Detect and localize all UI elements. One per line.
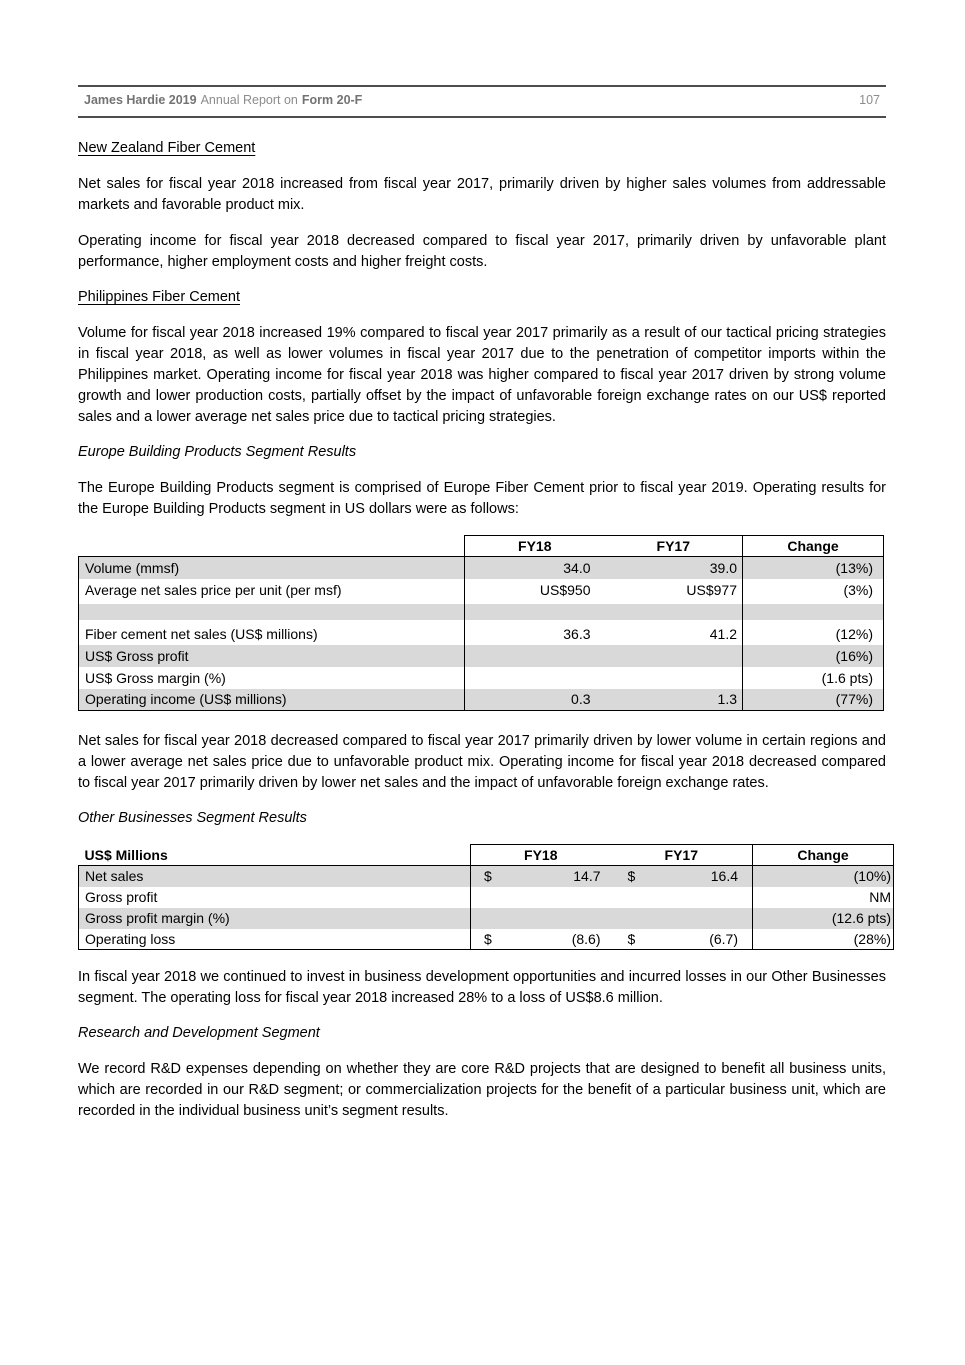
fy18-value: 34.0 <box>465 557 605 579</box>
table-row <box>79 579 884 601</box>
row-label: Operating income (US$ millions) <box>79 689 465 711</box>
fy17-value <box>611 887 753 908</box>
europe-segment-table <box>78 535 884 711</box>
table-row <box>79 645 884 667</box>
fy18-value: 36.3 <box>563 625 591 642</box>
row-label: Volume (mmsf) <box>79 557 465 579</box>
report-brand: James Hardie 2019 <box>84 93 197 107</box>
section-heading-europe: Europe Building Products Segment Results <box>78 444 357 460</box>
paragraph-philippines: Volume for fiscal year 2018 increased 19% compared to fiscal year 2017 primarily as a result of our tactical pricing strategies in fiscal year 2018, as well as lower volumes in fiscal year 2017 due to the penetration of competitor imports within the Philippines market. Operating income for fiscal year 2018 was higher compared to fiscal year 2017 driven by strong volume growth and lower production costs, partially offset by the impact of unfavorable foreign exchange rates on our US$ reported sales and a lower average net sales price due to tactical pricing strategies. <box>78 325 886 425</box>
table-row <box>79 667 884 689</box>
table-spacer-row <box>79 601 884 623</box>
column-header-fy18: FY18 <box>471 845 611 866</box>
row-label: US$ Gross profit <box>79 645 465 667</box>
fy17-value: $ (6.7) <box>611 929 753 950</box>
paragraph-europe-after-table: Net sales for fiscal year 2018 decreased compared to fiscal year 2017 primarily driven by lower volume in certain regions and a lower average net sales price due to unfavorable product mix. Operating income for fiscal year 2018 decreased compared to fiscal year 2017 primarily driven by lower net sales and the impact of unfavorable foreign exchange rates. <box>78 733 886 791</box>
fy18-value: $ (8.6) <box>471 929 611 950</box>
table-header-row <box>79 845 894 866</box>
report-title-middle: Annual Report on <box>200 93 298 107</box>
fy18-value: $ 14.7 <box>471 866 611 887</box>
row-label: Average net sales price per unit (per msf) <box>79 579 465 601</box>
report-title <box>84 93 362 108</box>
paragraph-nz-net-sales: Net sales for fiscal year 2018 increased from fiscal year 2017, primarily driven by higher sales volumes from addressable markets and favorable product mix. <box>78 176 886 213</box>
table-row <box>79 689 884 711</box>
other-businesses-table <box>78 844 894 950</box>
paragraph-europe-intro: The Europe Building Products segment is comprised of Europe Fiber Cement prior to fiscal year 2019. Operating results for the Europe Building Products segment in US dollars were as follows: <box>78 480 886 517</box>
change-value: (13%) <box>743 557 884 579</box>
fy18-value <box>465 667 605 689</box>
fy18-value <box>471 887 611 908</box>
fy18-value <box>465 645 605 667</box>
column-header-change: Change <box>743 536 884 557</box>
change-value: NM <box>753 887 894 908</box>
change-value <box>743 601 884 623</box>
table-row <box>79 557 884 579</box>
fy17-value: $ 16.4 <box>611 866 753 887</box>
fy18-value: 0.3 <box>465 689 605 711</box>
table-row <box>79 887 894 908</box>
row-label: Fiber cement net sales (US$ millions) <box>79 623 465 645</box>
paragraph-nz-operating-income: Operating income for fiscal year 2018 decreased compared to fiscal year 2017, primarily driven by unfavorable plant performance, higher employment costs and higher freight costs. <box>78 233 886 270</box>
row-label: US$ Gross margin (%) <box>79 667 465 689</box>
paragraph-rd: We record R&D expenses depending on whether they are core R&D projects that are designed to benefit all business units, which are recorded in our R&D segment; or commercialization projects for the benefit of a particular business unit, which are recorded in the individual business unit’s segment results. <box>78 1061 886 1119</box>
change-value: (12%) <box>743 623 884 645</box>
change-value: (12.6 pts) <box>753 908 894 929</box>
fy17-value <box>611 908 753 929</box>
table-header-row <box>79 536 884 557</box>
row-label: Operating loss <box>79 929 471 950</box>
fy17-value <box>605 645 743 667</box>
row-label: Net sales <box>79 866 471 887</box>
fy18-value <box>465 601 605 623</box>
row-label: Gross profit <box>79 887 471 908</box>
row-label <box>79 601 465 623</box>
fy18-value: US$950 <box>539 581 591 598</box>
section-heading-rd: Research and Development Segment <box>78 1025 320 1041</box>
table-row <box>79 623 884 645</box>
row-label: Gross profit margin (%) <box>79 908 471 929</box>
table-row <box>79 866 894 887</box>
table-row <box>79 929 894 950</box>
section-heading-new-zealand: New Zealand Fiber Cement <box>78 140 256 156</box>
change-value: (10%) <box>753 866 894 887</box>
table-title: US$ Millions <box>84 846 168 863</box>
column-header-fy17: FY17 <box>611 845 753 866</box>
currency-symbol: $ <box>484 868 492 885</box>
change-value: (28%) <box>753 929 894 950</box>
fy18-value <box>471 908 611 929</box>
page-number: 107 <box>859 93 880 107</box>
report-form: Form 20-F <box>301 93 363 107</box>
page-header <box>78 85 886 118</box>
paragraph-other-after-table: In fiscal year 2018 we continued to invest in business development opportunities and incurred losses in our Other Businesses segment. The operating loss for fiscal year 2018 increased 28% to a loss of US$8.6 million. <box>78 969 886 1006</box>
section-heading-other: Other Businesses Segment Results <box>78 810 307 826</box>
currency-symbol: $ <box>627 868 636 885</box>
fy17-value <box>605 601 743 623</box>
corner-cell <box>79 536 465 557</box>
column-header-fy17: FY17 <box>605 536 743 557</box>
fy17-value: 41.2 <box>709 625 737 642</box>
change-value: (77%) <box>743 689 884 711</box>
column-header-change: Change <box>753 845 894 866</box>
change-value: (16%) <box>743 645 884 667</box>
change-value: (3%) <box>743 579 884 601</box>
fy17-value: US$977 <box>686 581 737 598</box>
table-row <box>79 908 894 929</box>
section-heading-philippines: Philippines Fiber Cement <box>78 289 240 305</box>
fy17-value: 1.3 <box>605 689 743 711</box>
fy17-value: 39.0 <box>605 557 743 579</box>
fy17-value <box>605 667 743 689</box>
change-value: (1.6 pts) <box>743 667 884 689</box>
column-header-fy18: FY18 <box>465 536 605 557</box>
